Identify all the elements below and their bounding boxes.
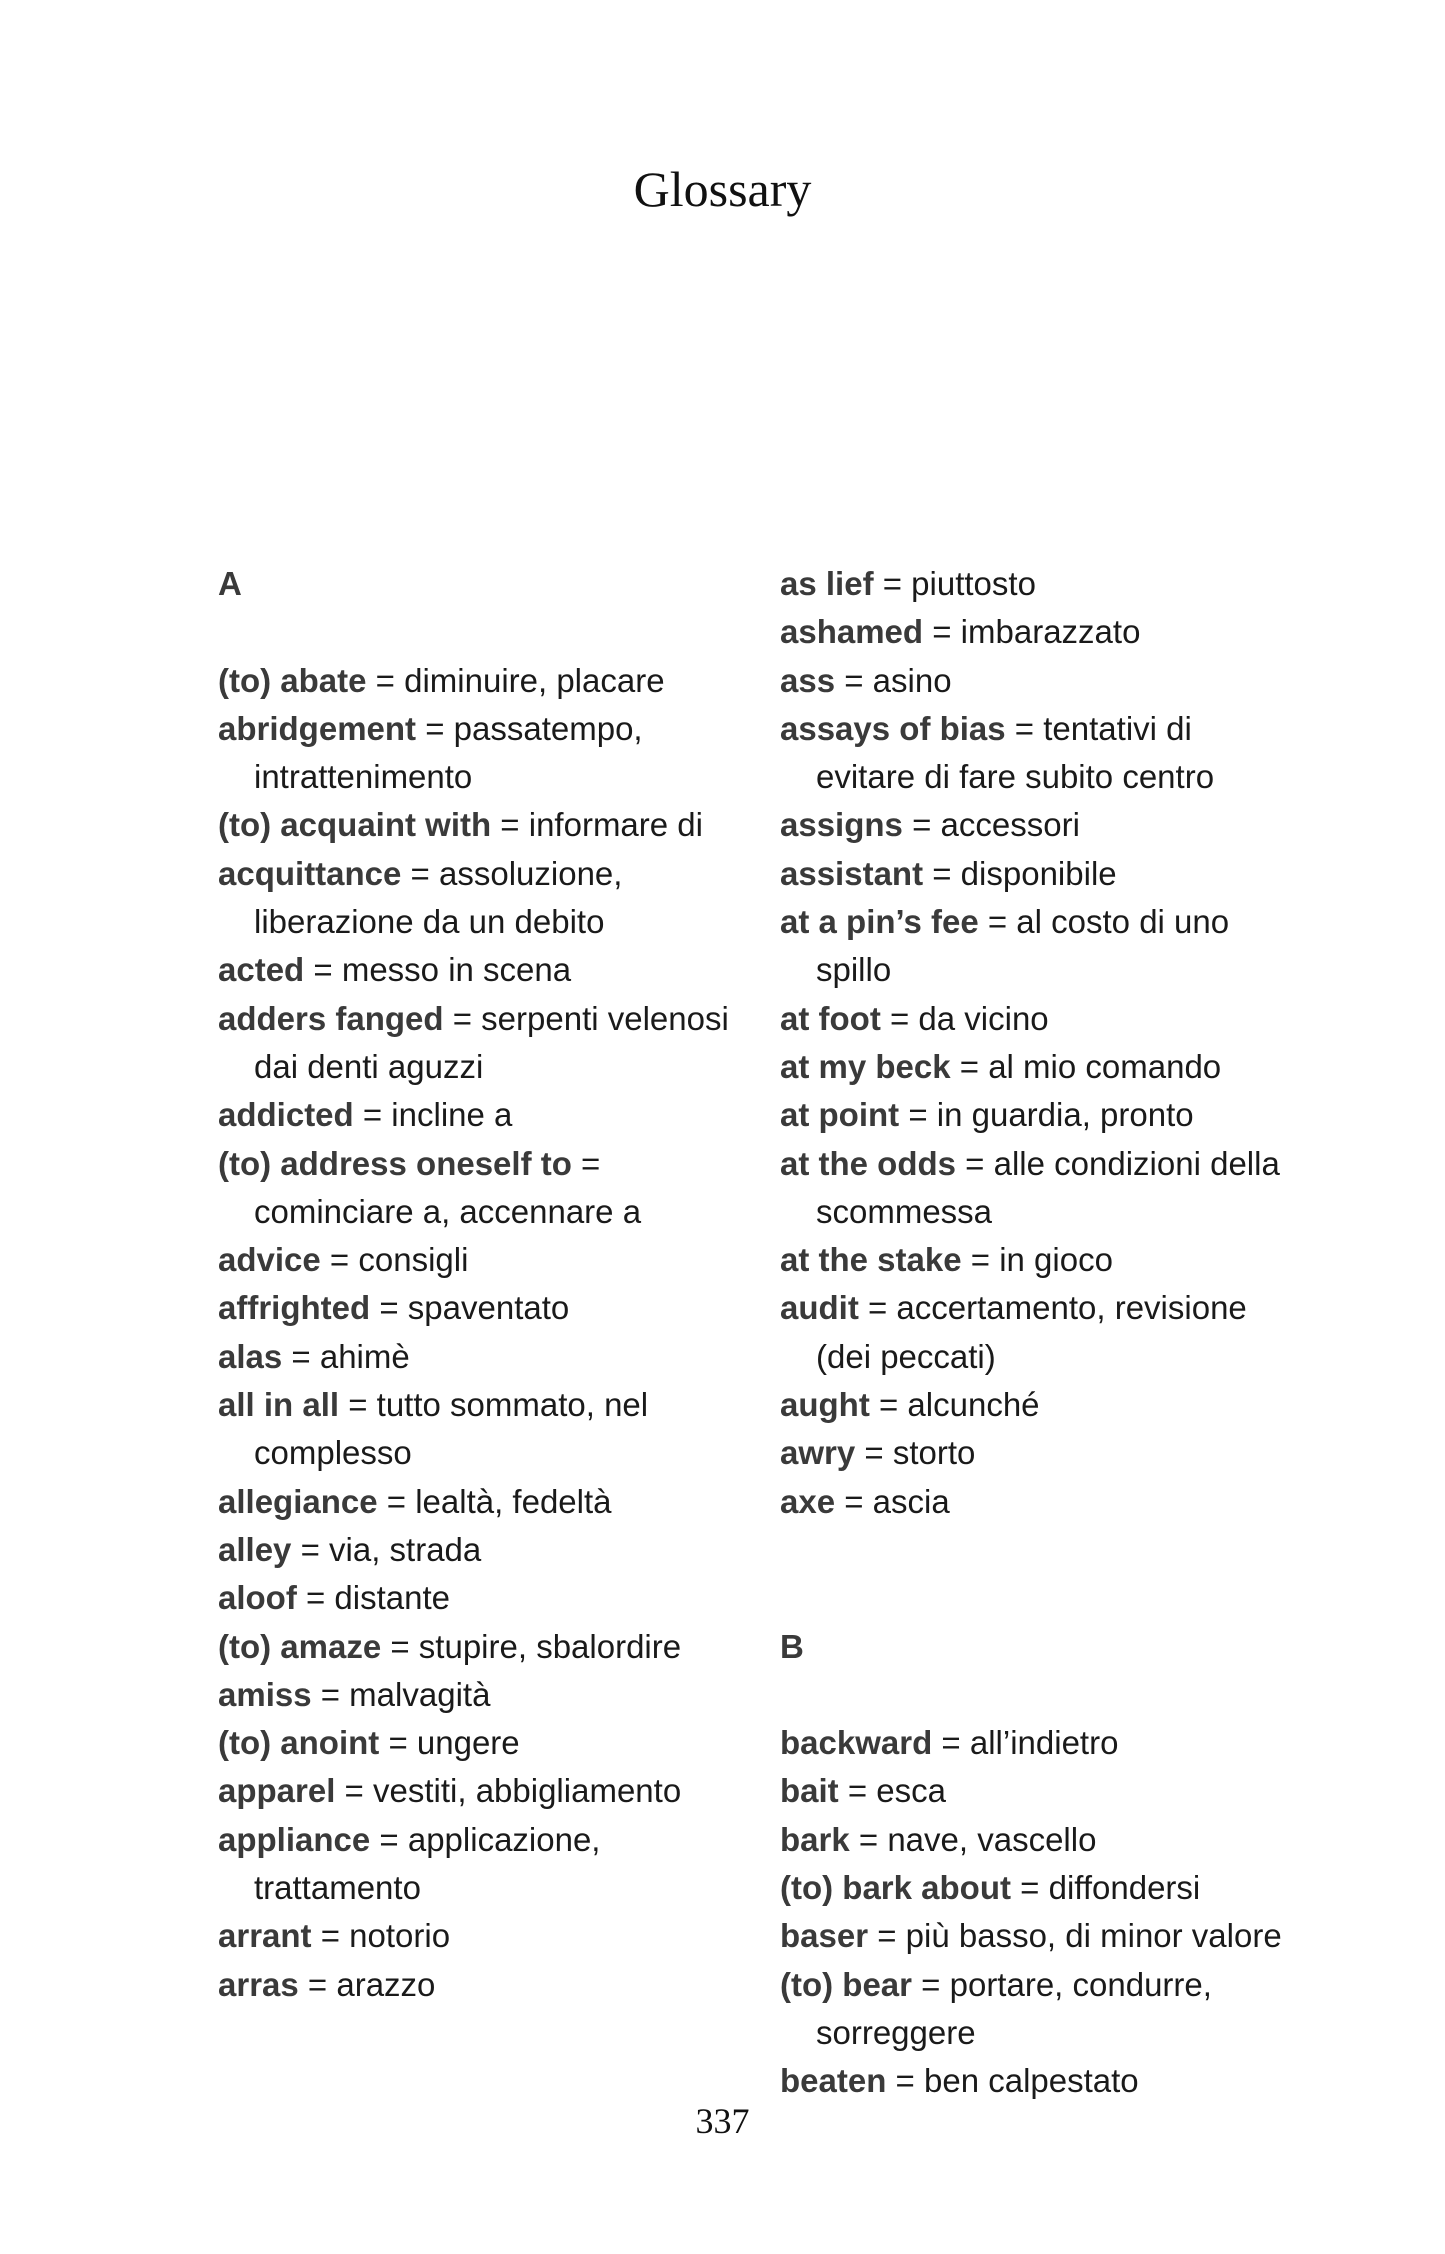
glossary-column-right — [780, 560, 1300, 2106]
glossary-definition: = disponibile — [923, 854, 1117, 892]
glossary-term: alas — [218, 1337, 283, 1375]
glossary-entry — [218, 1816, 758, 1913]
glossary-entry — [218, 1912, 758, 1960]
glossary-entry — [218, 1767, 758, 1815]
glossary-definition: = tentativi di evitare di fare subito centro — [816, 709, 1215, 796]
glossary-definition: = nave, vascello — [849, 1820, 1097, 1858]
glossary-entry — [780, 1961, 1300, 2058]
glossary-term: appliance — [218, 1820, 371, 1858]
glossary-term: at the stake — [780, 1241, 962, 1279]
glossary-term: (to) bear — [780, 1965, 912, 2003]
glossary-entry — [780, 1912, 1300, 1960]
glossary-entry — [780, 995, 1300, 1043]
glossary-entry — [218, 850, 758, 947]
page-title: Glossary — [633, 161, 812, 217]
glossary-term: assigns — [780, 806, 903, 844]
glossary-definition: = via, strada — [291, 1530, 482, 1568]
entry-list-b — [780, 1719, 1300, 2105]
entry-list-a — [218, 657, 758, 2009]
glossary-definition: = diffondersi — [1010, 1869, 1201, 1907]
glossary-definition: = accertamento, revisione (dei peccati) — [816, 1289, 1247, 1375]
glossary-definition: = malvagità — [311, 1675, 491, 1713]
page-number: 337 — [695, 2101, 750, 2141]
glossary-term: awry — [780, 1434, 856, 1472]
glossary-definition: = lealtà, fedeltà — [377, 1482, 612, 1520]
glossary-entry — [780, 1091, 1300, 1139]
glossary-entry — [780, 1140, 1300, 1237]
glossary-term: assistant — [780, 854, 924, 892]
glossary-definition: = tutto sommato, nel complesso — [254, 1386, 649, 1472]
glossary-definition: = notorio — [311, 1917, 451, 1955]
glossary-term: (to) address oneself to — [218, 1144, 572, 1182]
glossary-entry — [780, 657, 1300, 705]
glossary-definition: = accessori — [902, 806, 1080, 844]
glossary-term: aught — [780, 1386, 870, 1424]
glossary-entry — [780, 560, 1300, 608]
glossary-definition: = ungere — [379, 1724, 520, 1762]
glossary-term: affrighted — [218, 1289, 371, 1327]
glossary-entry — [218, 801, 758, 849]
glossary-term: audit — [780, 1289, 859, 1327]
glossary-term: at my beck — [780, 1047, 951, 1085]
glossary-definition: = al costo di uno spillo — [816, 903, 1230, 989]
glossary-definition: = vestiti, abbigliamento — [335, 1772, 682, 1810]
glossary-term: allegiance — [218, 1482, 378, 1520]
glossary-entry — [780, 1816, 1300, 1864]
glossary-definition: = in guardia, pronto — [899, 1096, 1194, 1134]
glossary-definition: = asino — [835, 661, 952, 699]
glossary-entry — [780, 705, 1300, 802]
glossary-entry — [780, 1719, 1300, 1767]
glossary-definition: = ahimè — [282, 1337, 410, 1375]
glossary-entry — [218, 1961, 758, 2009]
glossary-term: beaten — [780, 2062, 887, 2100]
glossary-entry — [780, 1284, 1300, 1381]
glossary-term: (to) acquaint with — [218, 806, 492, 844]
glossary-definition: = in gioco — [961, 1241, 1113, 1279]
glossary-definition: = piuttosto — [873, 565, 1036, 602]
glossary-entry — [218, 1333, 758, 1381]
glossary-entry — [218, 995, 758, 1092]
glossary-entry — [218, 1719, 758, 1767]
glossary-term: ass — [780, 661, 836, 699]
glossary-term: baser — [780, 1917, 869, 1955]
glossary-term: adders fanged — [218, 999, 444, 1037]
glossary-term: alley — [218, 1530, 292, 1568]
glossary-entry — [780, 1429, 1300, 1477]
glossary-definition: = serpenti velenosi dai denti aguzzi — [254, 999, 729, 1085]
glossary-entry — [218, 1091, 758, 1139]
glossary-definition: = passatempo, intrattenimento — [254, 709, 643, 796]
glossary-definition: = messo in scena — [304, 951, 572, 989]
glossary-definition: = alle condizioni della scommessa — [816, 1144, 1280, 1230]
glossary-entry — [218, 1140, 758, 1237]
glossary-term: arrant — [218, 1917, 312, 1955]
glossary-definition: = consigli — [320, 1241, 469, 1279]
glossary-entry — [218, 1478, 758, 1526]
glossary-entry — [780, 2057, 1300, 2105]
glossary-entry — [780, 1864, 1300, 1912]
glossary-entry — [780, 898, 1300, 995]
glossary-term: (to) amaze — [218, 1627, 382, 1665]
glossary-entry — [780, 608, 1300, 656]
glossary-term: at a pin’s fee — [780, 903, 979, 941]
glossary-term: apparel — [218, 1772, 336, 1810]
glossary-column-left — [218, 560, 758, 2009]
glossary-term: addicted — [218, 1096, 354, 1134]
glossary-term: amiss — [218, 1675, 312, 1713]
glossary-entry — [218, 946, 758, 994]
glossary-entry — [780, 1478, 1300, 1526]
glossary-definition: = informare di — [491, 806, 703, 844]
glossary-term: abridgement — [218, 709, 417, 747]
glossary-definition: = più basso, di minor valore — [868, 1917, 1282, 1955]
glossary-entry — [218, 1236, 758, 1284]
glossary-entry — [780, 1381, 1300, 1429]
glossary-entry — [218, 705, 758, 802]
glossary-definition: = distante — [296, 1579, 451, 1617]
glossary-term: (to) bark about — [780, 1869, 1011, 1907]
glossary-term: bait — [780, 1772, 839, 1810]
glossary-entry — [780, 1236, 1300, 1284]
glossary-definition: = spaventato — [370, 1289, 570, 1327]
glossary-definition: = incline a — [353, 1096, 513, 1134]
glossary-term: ashamed — [780, 613, 924, 651]
glossary-definition: = assoluzione, liberazione da un debito — [254, 854, 623, 941]
glossary-term: as lief — [780, 565, 874, 602]
glossary-definition: = ascia — [835, 1482, 950, 1520]
glossary-entry — [218, 1623, 758, 1671]
glossary-term: at foot — [780, 999, 881, 1037]
glossary-definition: = da vicino — [880, 999, 1049, 1037]
glossary-term: (to) anoint — [218, 1724, 380, 1762]
glossary-definition: = stupire, sbalordire — [381, 1627, 682, 1665]
glossary-definition: = storto — [855, 1434, 976, 1472]
glossary-entry — [780, 1043, 1300, 1091]
glossary-definition: = ben calpestato — [886, 2062, 1139, 2100]
glossary-entry — [780, 1767, 1300, 1815]
entry-list-a-continued — [780, 560, 1300, 1526]
glossary-definition: = applicazione, trattamento — [254, 1820, 601, 1907]
glossary-term: (to) abate — [218, 661, 367, 699]
glossary-entry — [218, 1574, 758, 1622]
glossary-definition: = diminuire, placare — [366, 661, 665, 699]
glossary-definition: = esca — [838, 1772, 946, 1810]
glossary-term: arras — [218, 1965, 299, 2003]
glossary-term: advice — [218, 1241, 321, 1279]
glossary-definition: = alcunché — [869, 1386, 1040, 1424]
glossary-definition: = portare, condurre, sorreggere — [816, 1965, 1212, 2051]
glossary-term: aloof — [218, 1579, 297, 1617]
glossary-term: acted — [218, 951, 305, 989]
glossary-entry — [218, 1526, 758, 1574]
glossary-definition: = cominciare a, accennare a — [254, 1144, 642, 1230]
glossary-entry — [218, 1671, 758, 1719]
glossary-term: assays of bias — [780, 709, 1006, 747]
glossary-term: all in all — [218, 1386, 340, 1424]
glossary-definition: = arazzo — [298, 1965, 436, 2003]
glossary-term: at point — [780, 1096, 900, 1134]
glossary-entry — [218, 1284, 758, 1332]
section-letter-a: A — [218, 565, 242, 602]
glossary-entry — [218, 1381, 758, 1478]
glossary-term: backward — [780, 1724, 933, 1762]
glossary-term: axe — [780, 1482, 836, 1520]
glossary-definition: = al mio comando — [950, 1047, 1222, 1085]
glossary-definition: = imbarazzato — [923, 613, 1141, 651]
section-letter-b: B — [780, 1627, 804, 1665]
glossary-entry — [780, 850, 1300, 898]
glossary-term: acquittance — [218, 854, 402, 892]
glossary-definition: = all’indietro — [932, 1724, 1119, 1762]
glossary-entry — [780, 801, 1300, 849]
glossary-entry — [218, 657, 758, 705]
glossary-term: bark — [780, 1820, 850, 1858]
glossary-term: at the odds — [780, 1144, 957, 1182]
